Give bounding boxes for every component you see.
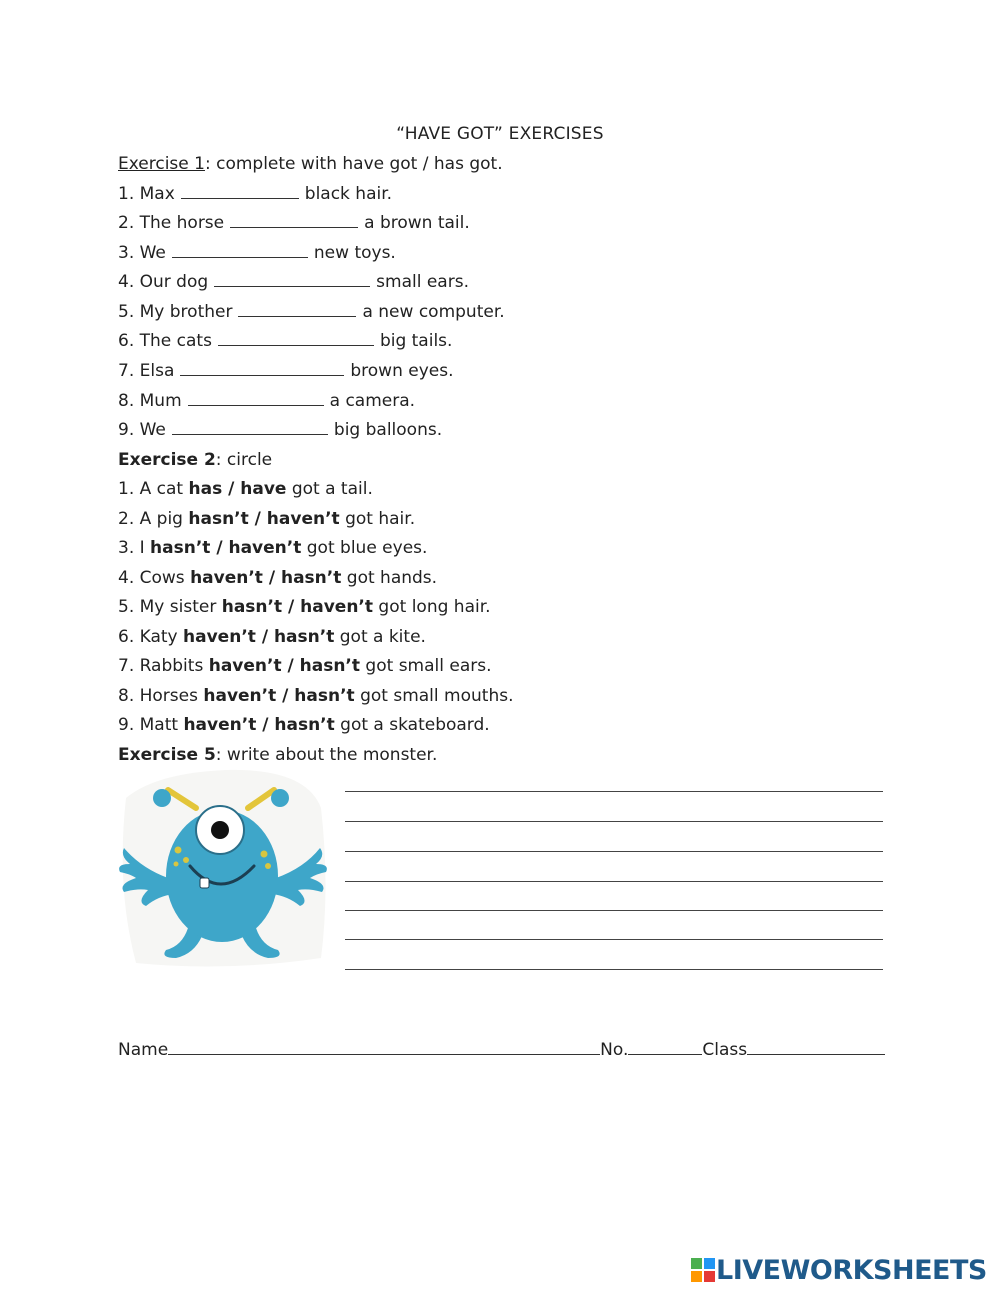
answer-blank[interactable] [181, 184, 299, 199]
answer-blank[interactable] [180, 361, 344, 376]
item-after: got a kite. [334, 627, 426, 647]
item-after: big tails. [379, 331, 453, 351]
circle-options[interactable]: haven’t / hasn’t [183, 627, 335, 647]
item-before: 5. My sister [118, 597, 222, 617]
exercise-2-item [118, 538, 427, 558]
exercise-1-item [118, 420, 442, 440]
circle-options[interactable]: haven’t / hasn’t [183, 715, 335, 735]
logo-cube-icon [690, 1257, 716, 1283]
exercise-1-item [118, 331, 452, 351]
exercise-1-label: Exercise 1 [118, 154, 205, 174]
item-before: 6. Katy [118, 627, 184, 647]
antenna-ball-right [271, 789, 289, 807]
item-before: 5. My brother [118, 302, 233, 322]
exercise-5-label: Exercise 5 [118, 745, 216, 765]
exercise-5-heading [118, 745, 437, 765]
exercise-1-heading [118, 154, 503, 174]
writing-line[interactable] [345, 910, 883, 911]
exercise-2-item [118, 656, 492, 676]
item-before: 3. We [118, 243, 166, 263]
writing-line[interactable] [345, 939, 883, 940]
answer-blank[interactable] [172, 420, 328, 435]
exercise-2-instruction: : circle [215, 450, 273, 470]
item-before: 7. Rabbits [118, 656, 209, 676]
spot [265, 863, 271, 869]
page-title: “HAVE GOT” EXERCISES [396, 124, 604, 144]
item-after: got small ears. [360, 656, 492, 676]
exercise-1-item [118, 302, 505, 322]
class-field[interactable] [747, 1040, 885, 1055]
circle-options[interactable]: hasn’t / haven’t [150, 538, 302, 558]
spot [174, 862, 179, 867]
item-before: 1. Max [118, 184, 175, 204]
item-after: a new computer. [362, 302, 505, 322]
item-before: 1. A cat [118, 479, 189, 499]
liveworksheets-logo [690, 1255, 987, 1285]
item-before: 9. Matt [118, 715, 184, 735]
circle-options[interactable]: hasn’t / haven’t [221, 597, 374, 617]
item-before: 8. Mum [118, 391, 182, 411]
item-before: 3. I [118, 538, 151, 558]
item-before: 7. Elsa [118, 361, 175, 381]
item-after: got long hair. [373, 597, 491, 617]
item-after: got hands. [341, 568, 438, 588]
exercise-2-item [118, 479, 373, 499]
answer-blank[interactable] [230, 213, 358, 228]
exercise-1-item [118, 243, 396, 263]
circle-options[interactable]: haven’t / hasn’t [190, 568, 342, 588]
item-after: got hair. [339, 509, 416, 529]
item-before: 4. Our dog [118, 272, 209, 292]
monster-illustration [116, 768, 330, 972]
class-label: Class [702, 1040, 748, 1060]
exercise-1-item [118, 272, 469, 292]
exercise-2-item [118, 568, 437, 588]
number-label: No. [600, 1040, 629, 1060]
exercise-5-instruction: : write about the monster. [215, 745, 438, 765]
item-after: got blue eyes. [301, 538, 428, 558]
exercise-1-instruction: : complete with have got / has got. [204, 154, 503, 174]
exercise-2-item [118, 627, 426, 647]
writing-line[interactable] [345, 851, 883, 852]
answer-blank[interactable] [188, 391, 324, 406]
item-before: 2. A pig [118, 509, 189, 529]
number-field[interactable] [628, 1040, 702, 1055]
antenna-ball-left [153, 789, 171, 807]
exercise-1-item [118, 391, 415, 411]
exercise-2-label: Exercise 2 [118, 450, 216, 470]
writing-line[interactable] [345, 791, 883, 792]
answer-blank[interactable] [218, 331, 374, 346]
exercise-2-item [118, 597, 491, 617]
item-before: 4. Cows [118, 568, 191, 588]
item-after: brown eyes. [350, 361, 454, 381]
item-before: 2. The horse [118, 213, 225, 233]
item-before: 9. We [118, 420, 166, 440]
circle-options[interactable]: haven’t / hasn’t [203, 686, 355, 706]
name-label: Name [118, 1040, 169, 1060]
spot [261, 851, 268, 858]
exercise-2-item [118, 509, 415, 529]
monster-tooth [200, 878, 209, 888]
exercise-1-item [118, 184, 392, 204]
item-after: black hair. [304, 184, 393, 204]
exercise-2-item [118, 715, 490, 735]
circle-options[interactable]: haven’t / hasn’t [208, 656, 361, 676]
item-before: 8. Horses [118, 686, 204, 706]
item-after: got small mouths. [354, 686, 514, 706]
item-before: 6. The cats [118, 331, 212, 351]
item-after: got a tail. [286, 479, 373, 499]
circle-options[interactable]: hasn’t / haven’t [188, 509, 340, 529]
item-after: small ears. [376, 272, 469, 292]
item-after: new toys. [313, 243, 396, 263]
writing-line[interactable] [345, 969, 883, 970]
item-after: big balloons. [333, 420, 443, 440]
answer-blank[interactable] [214, 272, 370, 287]
answer-blank[interactable] [172, 243, 308, 258]
exercise-1-item [118, 361, 454, 381]
item-after: got a skateboard. [334, 715, 490, 735]
writing-line[interactable] [345, 881, 883, 882]
item-after: a camera. [329, 391, 416, 411]
monster-pupil [211, 821, 229, 839]
answer-blank[interactable] [238, 302, 356, 317]
name-field[interactable] [168, 1040, 600, 1055]
spot [175, 847, 182, 854]
writing-line[interactable] [345, 821, 883, 822]
logo-text: LIVEWORKSHEETS [716, 1254, 987, 1286]
circle-options[interactable]: has / have [188, 479, 287, 499]
spot [183, 857, 189, 863]
student-info [118, 1040, 885, 1060]
exercise-2-item [118, 686, 513, 706]
exercise-1-item [118, 213, 470, 233]
item-after: a brown tail. [364, 213, 470, 233]
exercise-2-heading [118, 450, 272, 470]
